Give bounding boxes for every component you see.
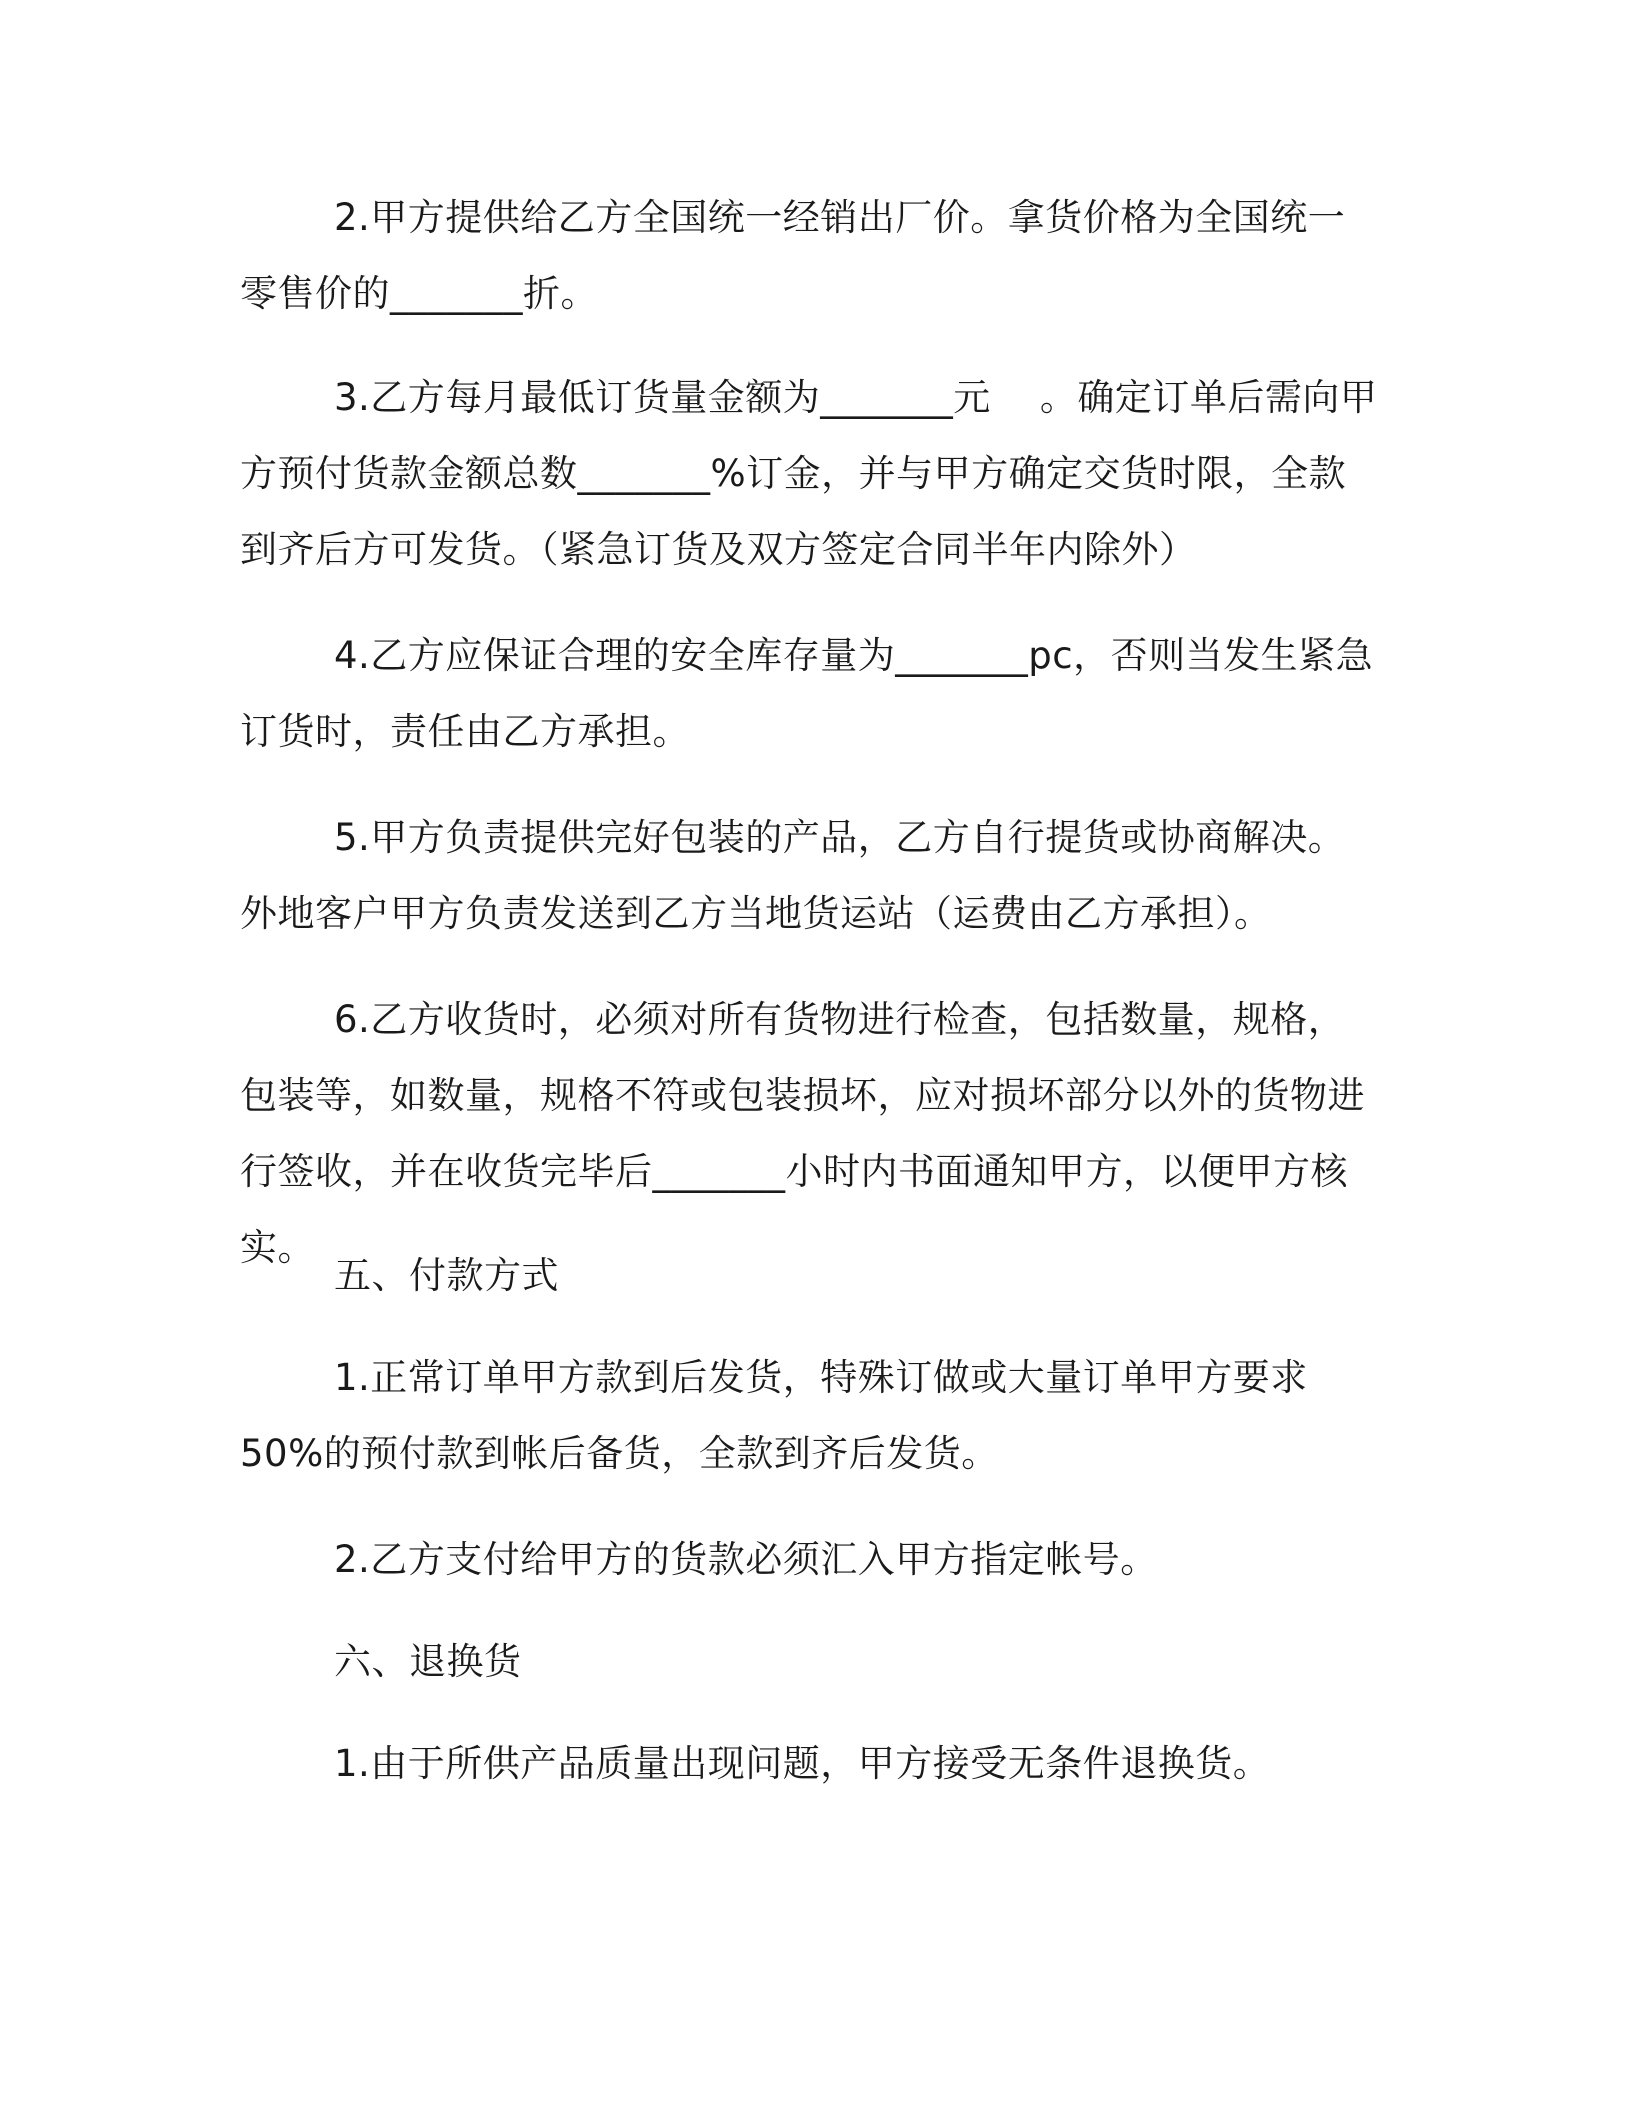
clause-3-minimum-order: 3.乙方每月最低订货量金额为_______元 。确定订单后需向甲方预付货款金额总数_______%订金，并与甲方确定交货时限，全款到齐后方可发货。（紧急订货及双方签定合同半年内除外） — [240, 376, 1378, 571]
section-heading-payment: 五、付款方式 — [334, 1254, 559, 1297]
section-heading-returns: 六、退换货 — [334, 1640, 522, 1683]
payment-clause-1: 1.正常订单甲方款到后发货，特殊订做或大量订单甲方要求 50%的预付款到帐后备货，全款到齐后发货。 — [240, 1356, 1321, 1475]
payment-clause-2: 2.乙方支付给甲方的货款必须汇入甲方指定帐号。 — [334, 1538, 1158, 1581]
clause-5-packaging-delivery: 5.甲方负责提供完好包装的产品，乙方自行提货或协商解决。外地客户甲方负责发送到乙方当地货运站（运费由乙方承担）。 — [240, 816, 1346, 935]
clause-6-inspection: 6.乙方收货时，必须对所有货物进行检查，包括数量，规格，包装等，如数量，规格不符或包装损坏，应对损坏部分以外的货物进行签收，并在收货完毕后_______小时内书面通知甲方，以便甲方核实。 — [240, 998, 1365, 1269]
returns-clause-1: 1.由于所供产品质量出现问题，甲方接受无条件退换货。 — [334, 1742, 1271, 1785]
clause-4-safety-stock: 4.乙方应保证合理的安全库存量为_______pc，否则当发生紧急订货时，责任由乙方承担。 — [240, 634, 1374, 753]
clause-2-pricing: 2.甲方提供给乙方全国统一经销出厂价。拿货价格为全国统一零售价的_______折。 — [240, 196, 1346, 315]
